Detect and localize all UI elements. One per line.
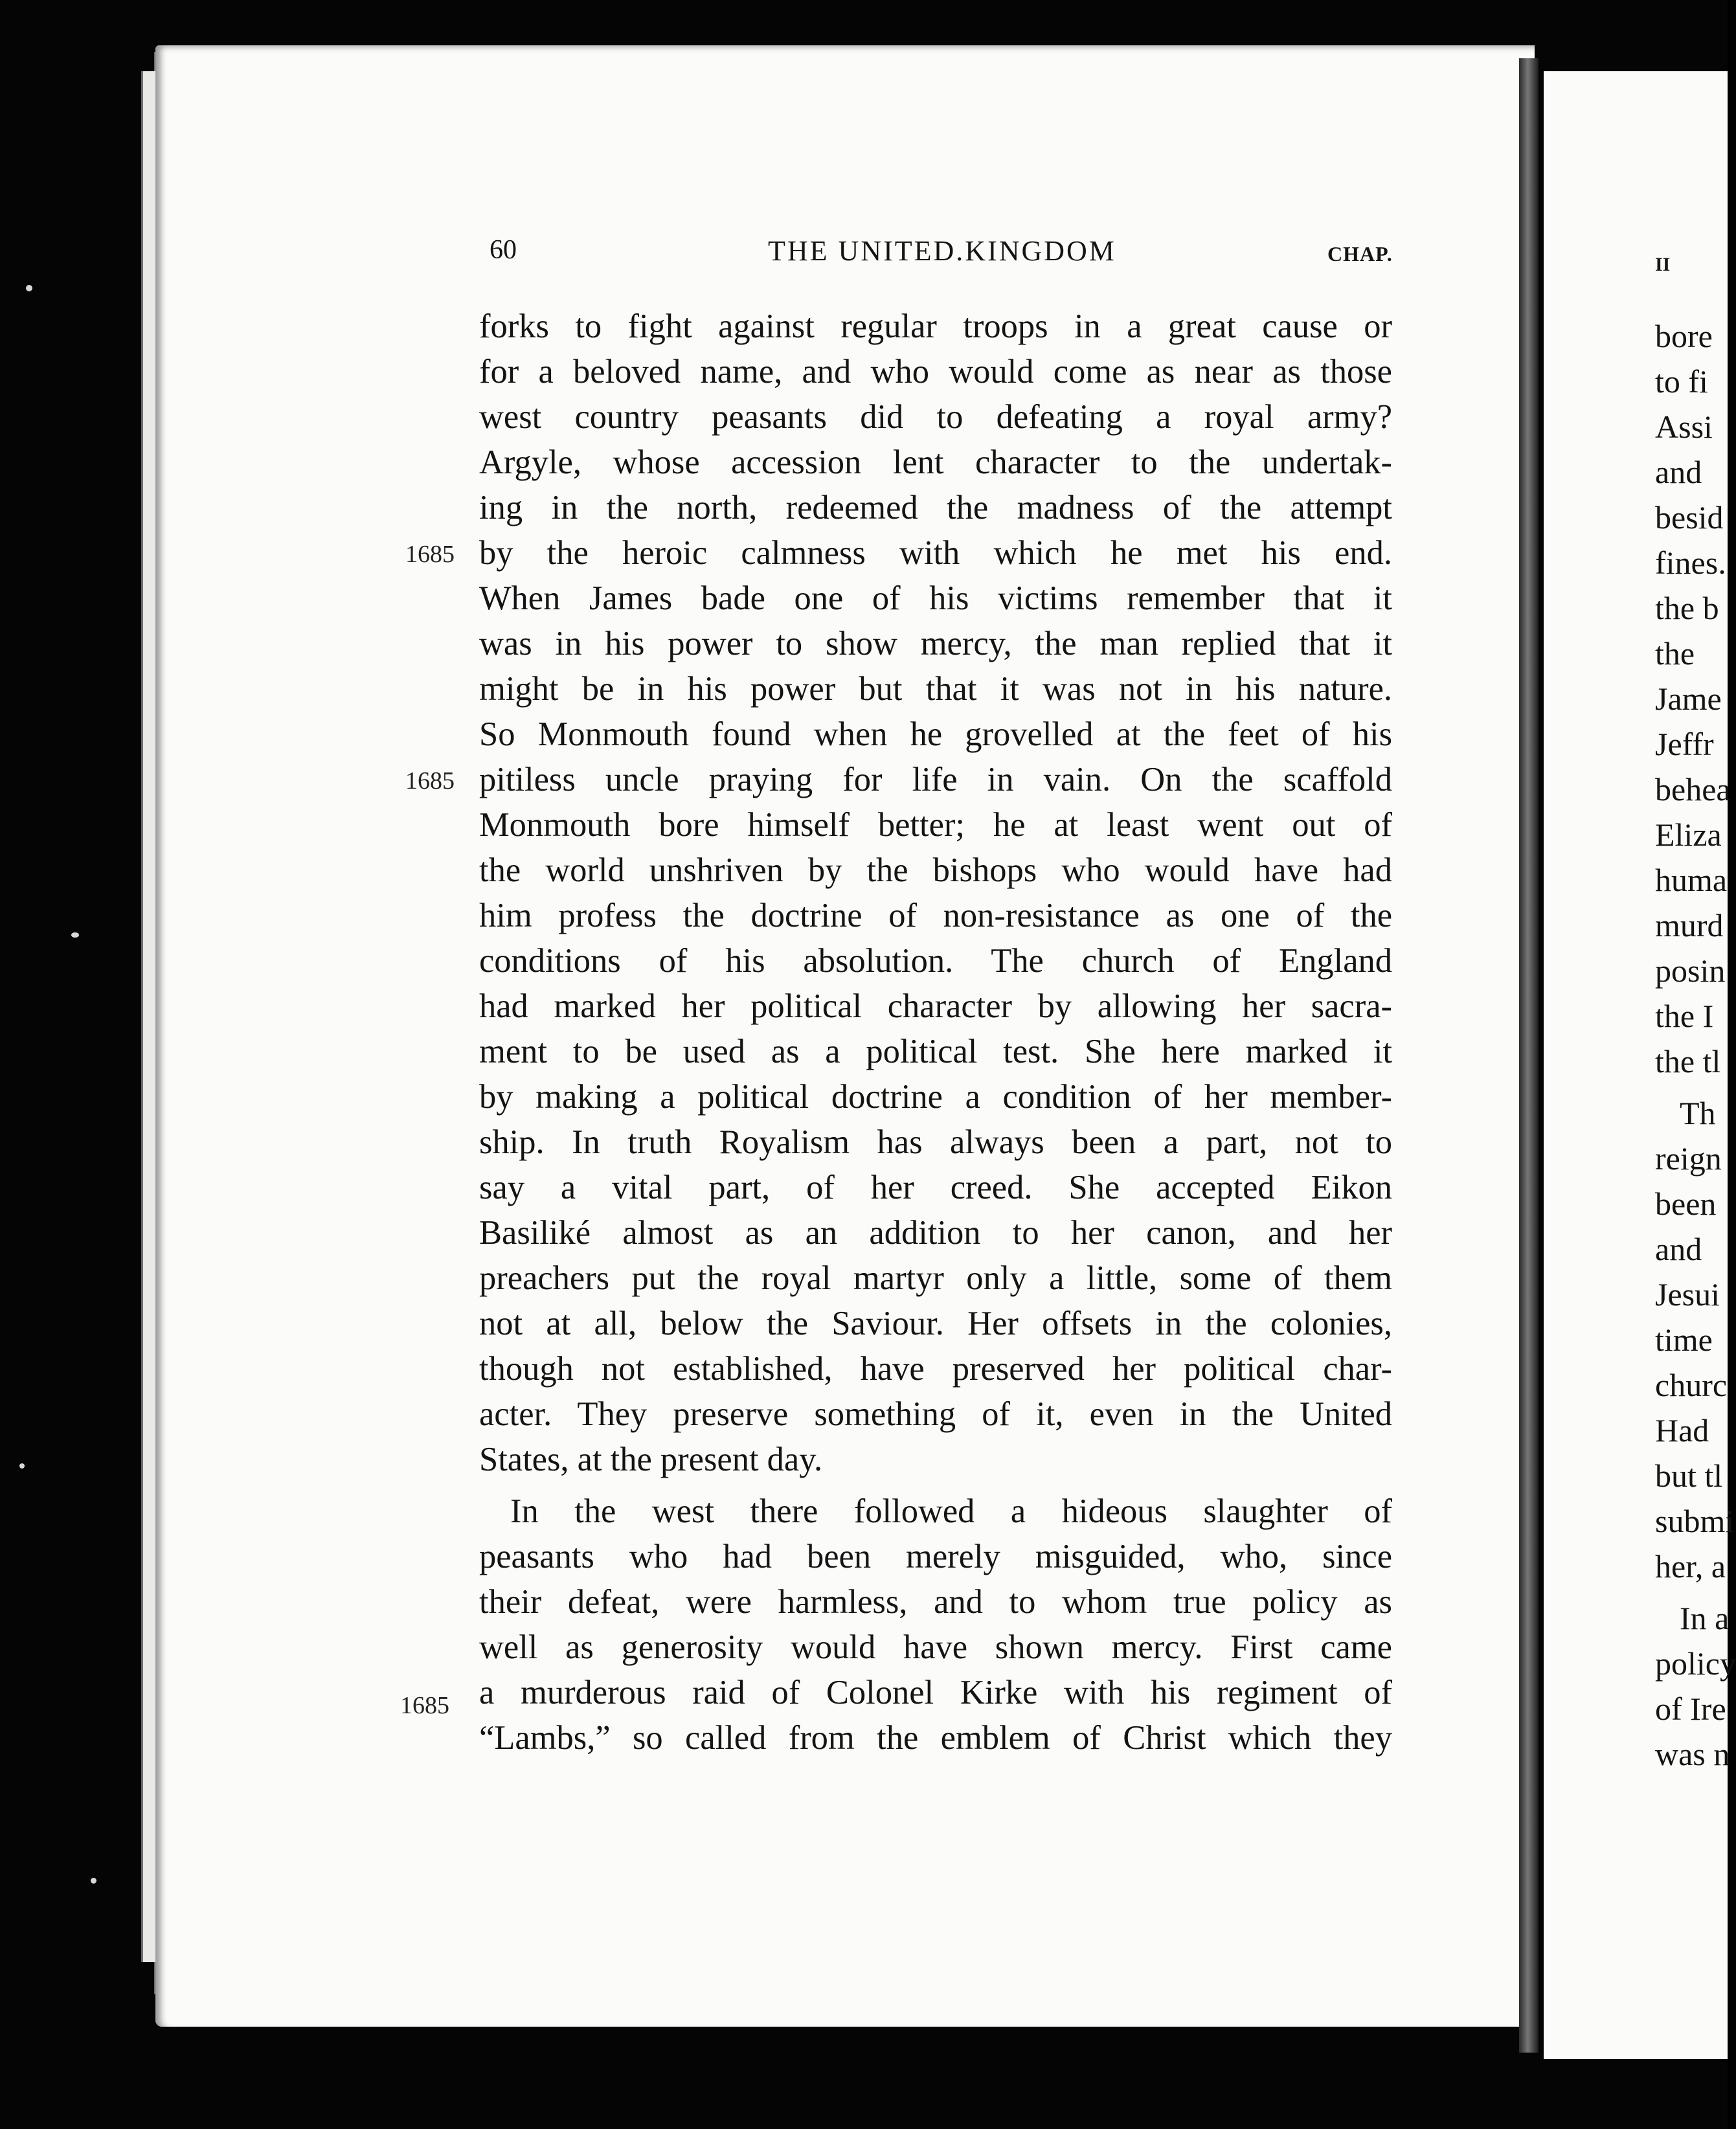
text-line: “Lambs,” so called from the emblem of Christ which they: [479, 1719, 1392, 1757]
text-line: not at all, below the Saviour. Her offsets in the colonies,: [479, 1305, 1392, 1342]
text-line: a murderous raid of Colonel Kirke with his regiment of: [479, 1674, 1392, 1711]
text-line: forks to fight against regular troops in a great cause or: [479, 308, 1392, 345]
book-gutter: [1519, 58, 1539, 2053]
text-line: time: [1655, 1322, 1713, 1358]
text-line: for a beloved name, and who would come as near as those: [479, 353, 1392, 390]
text-line: In a: [1680, 1600, 1730, 1636]
text-line: Jesui: [1655, 1276, 1720, 1312]
text-line: Had: [1655, 1412, 1709, 1448]
text-line: fines.: [1655, 545, 1726, 581]
text-line: the: [1655, 635, 1695, 671]
text-line: the tl: [1655, 1043, 1721, 1079]
text-line: and: [1655, 454, 1702, 490]
text-line: of Ire: [1655, 1691, 1726, 1727]
text-line: preachers put the royal martyr only a little, some of them: [479, 1259, 1392, 1297]
text-line: and: [1655, 1231, 1702, 1267]
right-page-chapter: II: [1655, 254, 1671, 275]
text-line: Jeffr: [1655, 726, 1714, 762]
text-line: Eliza: [1655, 817, 1722, 853]
margin-date: 1685: [400, 1692, 449, 1719]
text-line: their defeat, were harmless, and to whom true policy as: [479, 1583, 1392, 1621]
text-line: bore: [1655, 318, 1713, 354]
chapter-label: CHAP.: [1327, 242, 1393, 265]
text-line: So Monmouth found when he grovelled at the feet of his: [479, 715, 1392, 753]
text-line: but tl: [1655, 1458, 1723, 1494]
text-line: Assi: [1655, 409, 1713, 445]
text-line: her, a: [1655, 1548, 1726, 1584]
text-line: pitiless uncle praying for life in vain. On the scaffold: [479, 761, 1392, 798]
text-line: to fi: [1655, 363, 1708, 400]
text-line: States, at the present day.: [479, 1441, 823, 1478]
text-line: though not established, have preserved her political char-: [479, 1350, 1392, 1388]
text-line: besid: [1655, 499, 1724, 535]
text-line: by the heroic calmness with which he met his end.: [479, 534, 1392, 572]
text-line: Monmouth bore himself better; he at least went out of: [479, 806, 1392, 844]
text-line: was in his power to show mercy, the man replied that it: [479, 625, 1392, 662]
text-line: the b: [1655, 590, 1719, 626]
text-line: ing in the north, redeemed the madness of the attempt: [479, 489, 1392, 526]
text-line: been: [1655, 1186, 1717, 1222]
text-line: peasants who had been merely misguided, who, since: [479, 1538, 1392, 1575]
scan-speck: [91, 1878, 96, 1884]
text-line: west country peasants did to defeating a royal army?: [479, 398, 1392, 436]
text-line: murd: [1655, 907, 1724, 943]
text-line: Basiliké almost as an addition to her canon, and her: [479, 1214, 1392, 1252]
text-line: Jame: [1655, 681, 1722, 717]
text-line: might be in his power but that it was not in his nature.: [479, 670, 1392, 708]
scan-speck: [71, 932, 79, 938]
margin-date: 1685: [405, 541, 455, 568]
text-line: behea: [1655, 771, 1731, 807]
text-line: policy: [1655, 1645, 1736, 1682]
text-line: huma: [1655, 862, 1728, 898]
text-line: well as generosity would have shown mercy. First came: [479, 1628, 1392, 1666]
text-line: the I: [1655, 998, 1714, 1034]
margin-date: 1685: [405, 767, 455, 794]
text-line: submi: [1655, 1503, 1735, 1539]
text-line: conditions of his absolution. The church of England: [479, 942, 1392, 980]
text-line: had marked her political character by allowing her sacra-: [479, 987, 1392, 1025]
text-line: was n: [1655, 1736, 1730, 1772]
scan-speck: [19, 1463, 25, 1469]
running-head: THE UNITED.KINGDOM: [768, 235, 1116, 267]
text-line: Argyle, whose accession lent character to the undertak-: [479, 444, 1392, 481]
text-line: churc: [1655, 1367, 1728, 1403]
text-line: ship. In truth Royalism has always been a part, not to: [479, 1123, 1392, 1161]
text-line: say a vital part, of her creed. She accepted Eikon: [479, 1169, 1392, 1206]
text-line: acter. They preserve something of it, even in the United: [479, 1395, 1392, 1433]
text-line: reign: [1655, 1140, 1722, 1177]
text-line: In the west there followed a hideous slaughter of: [510, 1493, 1392, 1530]
page-number: 60: [490, 235, 517, 265]
text-line: ment to be used as a political test. She here marked it: [479, 1033, 1392, 1070]
text-line: the world unshriven by the bishops who would have had: [479, 851, 1392, 889]
text-line: him profess the doctrine of non-resistance as one of the: [479, 897, 1392, 934]
scan-speck: [26, 285, 32, 291]
text-line: by making a political doctrine a condition of her member-: [479, 1078, 1392, 1116]
text-line: When James bade one of his victims remember that it: [479, 580, 1392, 617]
text-line: posin: [1655, 952, 1726, 989]
text-line: Th: [1680, 1095, 1716, 1131]
